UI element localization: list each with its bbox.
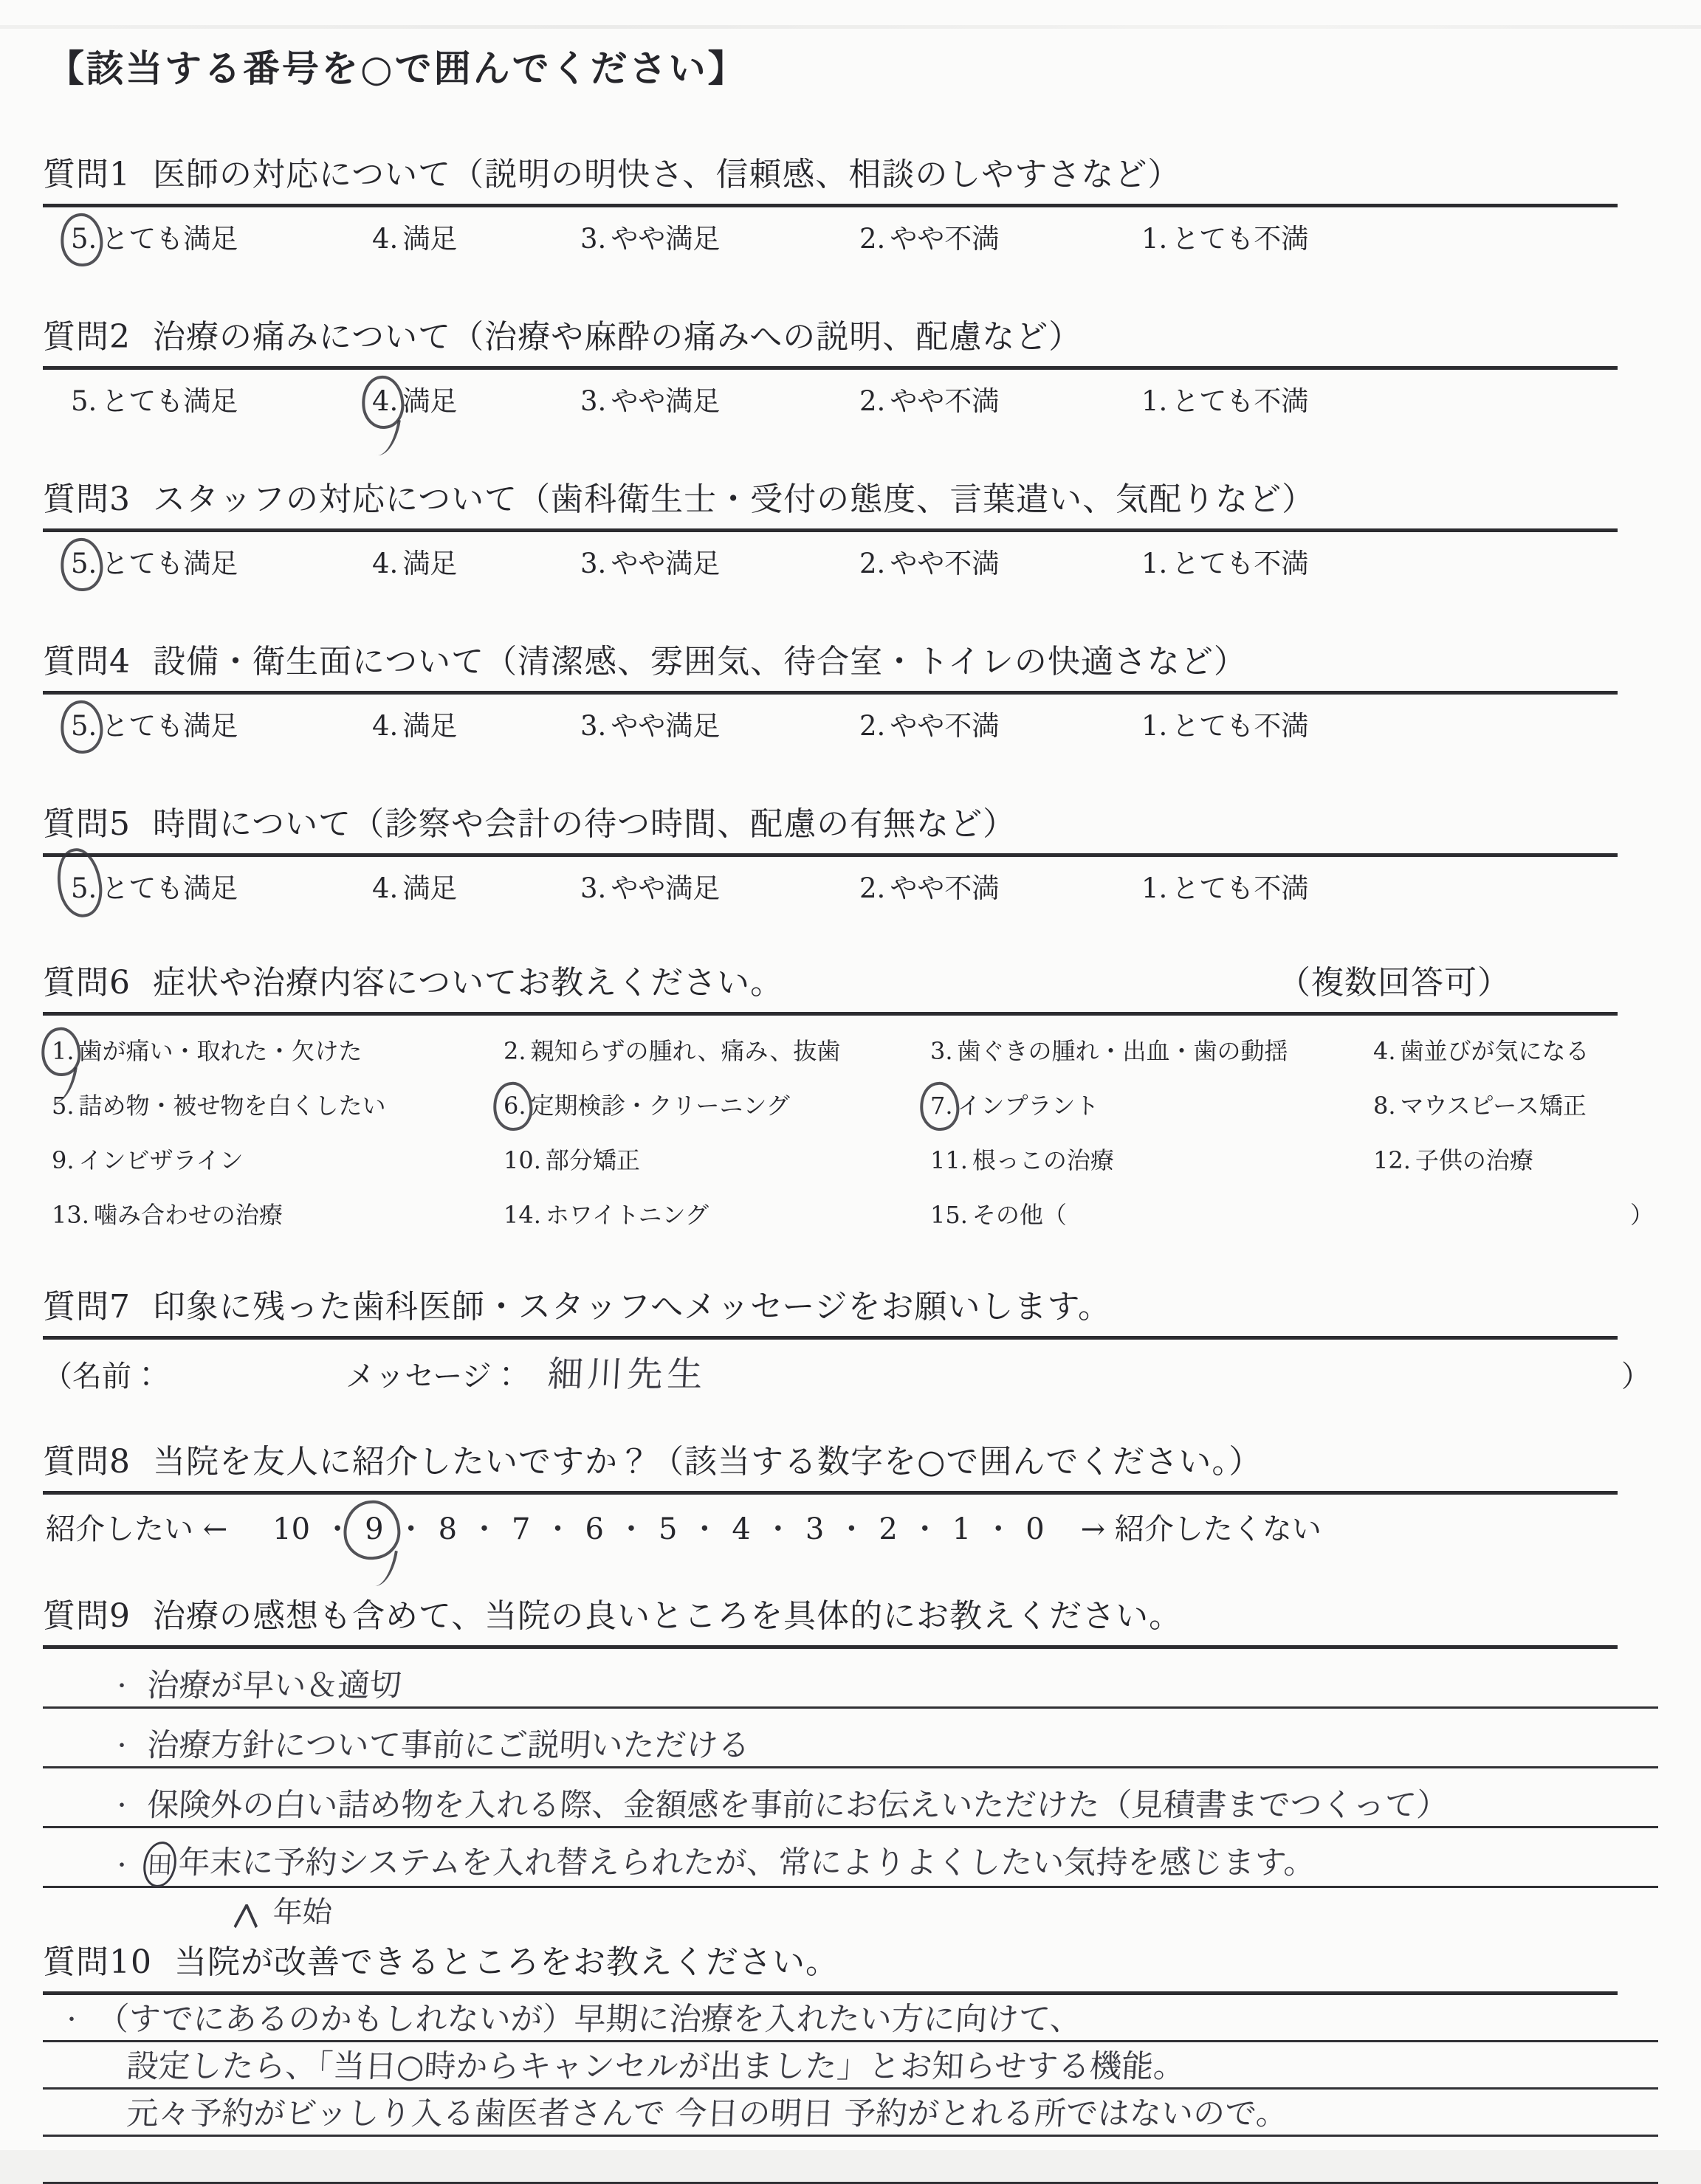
q4-option-4 (372, 708, 580, 745)
question-2 (43, 316, 1658, 420)
q3-option-3-num: 3. (580, 548, 607, 579)
q6-item-6-label: 定期検診・クリーニング (530, 1092, 790, 1120)
q6-item-13 (52, 1199, 504, 1231)
q2-option-4 (372, 383, 580, 420)
q6-item-8-label: マウスピース矯正 (1400, 1092, 1587, 1120)
q5-answer-circle: 5. (71, 870, 97, 907)
q2-option-1-label: とても不満 (1172, 385, 1309, 417)
question-2-options (43, 383, 1658, 420)
q6-item-10-num: 10. (504, 1146, 541, 1174)
q2-option-2-label: やや不満 (890, 385, 1000, 417)
question-2-number: 質問2 (43, 318, 131, 356)
question-6-title: 症状や治療内容についてお教えください。 (153, 964, 784, 1002)
q6-item-14-num: 14. (504, 1201, 541, 1229)
q5-option-4-num: 4. (372, 872, 399, 904)
q1-option-5 (71, 221, 372, 258)
q3-option-2-num: 2. (859, 548, 886, 579)
q1-option-2-num: 2. (859, 223, 886, 255)
q6-item-11-label: 根っこの治療 (972, 1146, 1114, 1174)
q1-option-5-label: とても満足 (101, 223, 238, 255)
question-6-note: （複数回答可） (1278, 964, 1511, 1002)
q8-number-3: 3 (805, 1512, 825, 1546)
question-4-heading (43, 641, 1658, 683)
question-5-options (43, 870, 1658, 907)
q3-option-1-label: とても不満 (1172, 548, 1309, 579)
q8-number-8: 8 (438, 1512, 458, 1546)
q8-number-2: 2 (879, 1512, 898, 1546)
q6-item-7 (930, 1089, 1373, 1122)
q5-option-5-label: とても満足 (101, 872, 238, 904)
question-5-heading (43, 803, 1658, 846)
q3-option-5-label: とても満足 (101, 548, 238, 579)
q5-option-5 (71, 870, 372, 907)
question-8-heading (43, 1441, 1658, 1484)
question-3 (43, 478, 1658, 582)
q1-option-1 (1141, 221, 1308, 258)
q10-bullet-1: ・ (61, 2008, 83, 2033)
divider (43, 204, 1618, 207)
q1-option-4 (372, 221, 580, 258)
question-7 (43, 1286, 1658, 1399)
q3-option-4-label: 満足 (402, 548, 458, 579)
question-4 (43, 641, 1658, 745)
q6-answer-circle-1: 1. (52, 1035, 75, 1067)
q8-number-5: 5 (658, 1512, 678, 1546)
q6-item-8 (1373, 1089, 1658, 1122)
question-9-heading (43, 1595, 1658, 1638)
q9-answer-line-4 (43, 1828, 1658, 1888)
q8-separator: ・ (983, 1512, 1014, 1546)
q9-bullet-4: ・ (111, 1853, 133, 1879)
q1-option-2 (859, 221, 1141, 258)
divider (43, 1491, 1618, 1495)
q4-option-1 (1141, 708, 1308, 745)
q4-option-2-num: 2. (859, 710, 886, 742)
q6-item-13-num: 13. (52, 1201, 89, 1229)
q6-item-3-label: 歯ぐきの腫れ・出血・歯の動揺 (957, 1037, 1288, 1065)
q1-option-3 (580, 221, 859, 258)
q3-option-4-num: 4. (372, 548, 399, 579)
q3-option-4 (372, 545, 580, 582)
divider (43, 853, 1618, 857)
q9-answer-line-3 (43, 1768, 1658, 1828)
q2-option-3-label: やや満足 (611, 385, 721, 417)
q8-separator: ・ (836, 1512, 867, 1546)
q5-option-2-label: やや不満 (890, 872, 1000, 904)
q7-close-paren: ） (1621, 1360, 1651, 1394)
q4-answer-circle: 5. (71, 708, 97, 745)
q5-option-1-label: とても不満 (1172, 872, 1309, 904)
q4-option-2 (859, 708, 1141, 745)
q8-left-label: 紹介したい ← (46, 1512, 228, 1546)
q3-option-1-num: 1. (1141, 548, 1168, 579)
q6-item-12 (1373, 1144, 1658, 1177)
question-10-heading (43, 1941, 1658, 1984)
question-7-answer-row (43, 1351, 1658, 1399)
question-1-title: 医師の対応について（説明の明快さ、信頼感、相談のしやすさなど） (153, 156, 1181, 193)
q8-answer-circle: 9 (354, 1508, 394, 1551)
q10-handwritten-answer-1: （すでにあるのかもしれないが）早期に治療を入れたい方に向けて、 (96, 2001, 1083, 2038)
q6-answer-circle-7: 7. (930, 1089, 953, 1122)
q2-option-5 (71, 383, 372, 420)
question-6-heading (43, 962, 1658, 1005)
q3-option-3-label: やや満足 (611, 548, 721, 579)
q9-correction-text: 年始 (272, 1895, 334, 1929)
question-3-heading (43, 478, 1658, 521)
q2-option-4-label: 満足 (402, 385, 458, 417)
q6-item-7-label: インプラント (957, 1092, 1099, 1120)
q6-item-14 (504, 1199, 930, 1231)
q6-item-5 (52, 1089, 504, 1122)
question-10-number: 質問10 (43, 1943, 152, 1981)
q1-option-3-num: 3. (580, 223, 607, 255)
question-9-title: 治療の感想も含めて、当院の良いところを具体的にお教えください。 (153, 1597, 1183, 1635)
q8-number-0: 0 (1025, 1512, 1045, 1546)
q6-other-close-paren: ） (1629, 1201, 1654, 1229)
question-8 (43, 1441, 1658, 1551)
divider (43, 691, 1618, 695)
q8-separator: ・ (543, 1512, 573, 1546)
q5-option-4-label: 満足 (402, 872, 458, 904)
q2-option-1-num: 1. (1141, 385, 1168, 417)
question-7-heading (43, 1286, 1658, 1329)
q6-item-6 (504, 1089, 930, 1122)
q6-item-5-num: 5. (52, 1092, 75, 1120)
question-5 (43, 803, 1658, 907)
q4-option-5 (71, 708, 372, 745)
q6-item-9-label: インビザライン (78, 1146, 244, 1174)
q6-item-1 (52, 1035, 504, 1067)
divider (43, 1012, 1618, 1016)
q2-option-5-label: とても満足 (101, 385, 238, 417)
question-1 (43, 154, 1658, 258)
question-3-number: 質問3 (43, 480, 131, 518)
q9-bullet-2: ・ (111, 1734, 133, 1760)
question-1-number: 質問1 (43, 156, 131, 193)
q5-option-4 (372, 870, 580, 907)
q6-item-12-label: 子供の治療 (1415, 1146, 1533, 1174)
q2-option-2 (859, 383, 1141, 420)
divider (43, 1336, 1618, 1340)
question-4-title: 設備・衛生面について（清潔感、雰囲気、待合室・トイレの快適さなど） (153, 643, 1247, 681)
q6-item-11-num: 11. (930, 1146, 968, 1174)
q3-option-1 (1141, 545, 1308, 582)
question-3-title: スタッフの対応について（歯科衛生士・受付の態度、言葉遣い、気配りなど） (153, 480, 1316, 518)
q9-handwritten-answer-3: 保険外の白い詰め物を入れる際、金額感を事前にお伝えいただけた（見積書までつくって） (146, 1787, 1449, 1824)
q5-option-2-num: 2. (859, 872, 886, 904)
q8-number-10: 10 (272, 1512, 311, 1546)
q5-option-3-num: 3. (580, 872, 607, 904)
question-6-number: 質問6 (43, 964, 131, 1002)
q10-handwritten-answer-3: 元々予約がビッしり入る歯医者さんで 今日の明日 予約がとれる所ではないので。 (126, 2095, 1289, 2132)
q5-option-1-num: 1. (1141, 872, 1168, 904)
question-9-number: 質問9 (43, 1597, 131, 1635)
q9-handwritten-answer-4: 年末に予約システムを入れ替えられたが、常によりよくしたい気持を感じます。 (177, 1844, 1317, 1881)
q8-separator: ・ (616, 1512, 646, 1546)
question-6 (43, 962, 1658, 1231)
question-7-number: 質問7 (43, 1288, 131, 1326)
question-1-options (43, 221, 1658, 258)
divider (43, 528, 1618, 532)
q2-option-2-num: 2. (859, 385, 886, 417)
q9-answer-line-1 (43, 1649, 1658, 1709)
q9-handwritten-answer-2: 治療方針について事前にご説明いただける (146, 1727, 751, 1764)
q10-handwritten-answer-2: 設定したら、「当日○時からキャンセルが出ました」とお知らせする機能。 (126, 2048, 1186, 2085)
q9-bullet-3: ・ (111, 1794, 133, 1819)
q10-answer-line-1 (43, 1995, 1658, 2042)
q9-caret-mark: ＾ (216, 1879, 276, 1963)
q8-separator: ・ (470, 1512, 500, 1546)
q6-answer-circle-6: 6. (504, 1089, 526, 1122)
q6-item-15-label: その他（ (972, 1201, 1067, 1229)
question-5-title: 時間について（診察や会計の待つ時間、配慮の有無など） (153, 805, 1017, 843)
question-2-heading (43, 316, 1658, 359)
q2-option-1 (1141, 383, 1308, 420)
q2-option-5-num: 5. (71, 385, 97, 417)
q2-option-3-num: 3. (580, 385, 607, 417)
q6-item-4-num: 4. (1373, 1037, 1396, 1065)
q4-option-5-label: とても満足 (101, 710, 238, 742)
question-10-title: 当院が改善できるところをお教えください。 (174, 1943, 839, 1981)
q8-number-4: 4 (732, 1512, 751, 1546)
divider (43, 366, 1618, 370)
q9-handwritten-answer-1: 治療が早い＆適切 (146, 1667, 402, 1704)
q9-correction-note (216, 1879, 334, 1963)
question-4-number: 質問4 (43, 643, 131, 681)
question-7-title: 印象に残った歯科医師・スタッフへメッセージをお願いします。 (153, 1288, 1111, 1326)
q6-item-3-num: 3. (930, 1037, 953, 1065)
q8-separator: ・ (323, 1512, 353, 1546)
question-2-title: 治療の痛みについて（治療や麻酔の痛みへの説明、配慮など） (153, 318, 1082, 356)
q6-item-15-num: 15. (930, 1201, 968, 1229)
q1-option-2-label: やや不満 (890, 223, 1000, 255)
q6-item-2-num: 2. (504, 1037, 526, 1065)
q9-correction-scribble: 田 (146, 1844, 173, 1886)
q6-item-4-label: 歯並びが気になる (1400, 1037, 1590, 1065)
q1-option-4-num: 4. (372, 223, 399, 255)
q10-answer-line-3 (43, 2090, 1658, 2137)
question-8-number: 質問8 (43, 1443, 131, 1481)
q6-item-12-num: 12. (1373, 1146, 1411, 1174)
question-10 (43, 1941, 1658, 2184)
q6-item-9 (52, 1144, 504, 1177)
q6-item-13-label: 噛み合わせの治療 (93, 1201, 283, 1229)
q3-option-3 (580, 545, 859, 582)
q4-option-1-label: とても不満 (1172, 710, 1309, 742)
q6-item-8-num: 8. (1373, 1092, 1396, 1120)
q4-option-4-label: 満足 (402, 710, 458, 742)
q5-option-1 (1141, 870, 1308, 907)
q8-number-7: 7 (512, 1512, 531, 1546)
q6-item-9-num: 9. (52, 1146, 75, 1174)
question-1-heading (43, 154, 1658, 196)
q4-option-3-num: 3. (580, 710, 607, 742)
q3-option-2-label: やや不満 (890, 548, 1000, 579)
question-8-title: 当院を友人に紹介したいですか？（該当する数字を○で囲んでください。） (153, 1443, 1262, 1481)
q10-answer-line-empty (43, 2137, 1658, 2184)
q1-option-1-label: とても不満 (1172, 223, 1309, 255)
q6-item-10-label: 部分矯正 (545, 1146, 640, 1174)
q6-item-4 (1373, 1035, 1658, 1067)
q9-answer-line-2 (43, 1709, 1658, 1768)
q3-option-5 (71, 545, 372, 582)
q2-option-3 (580, 383, 859, 420)
q8-separator: ・ (763, 1512, 793, 1546)
scan-artifact-streak (0, 25, 1701, 29)
q7-name-label: （名前： (43, 1360, 161, 1394)
q1-option-3-label: やや満足 (611, 223, 721, 255)
q8-separator: ・ (910, 1512, 940, 1546)
question-5-number: 質問5 (43, 805, 131, 843)
q8-number-6: 6 (585, 1512, 604, 1546)
question-8-scale (43, 1508, 1658, 1551)
q4-option-3 (580, 708, 859, 745)
question-6-options (43, 1035, 1658, 1231)
q6-item-1-label: 歯が痛い・取れた・欠けた (78, 1037, 362, 1065)
q5-option-3 (580, 870, 859, 907)
page-title: 【該当する番号を○で囲んでください】 (47, 46, 747, 90)
q5-option-2 (859, 870, 1141, 907)
q1-option-1-num: 1. (1141, 223, 1168, 255)
q9-bullet-1: ・ (111, 1674, 133, 1700)
q5-option-3-label: やや満足 (611, 872, 721, 904)
question-4-options (43, 708, 1658, 745)
q10-answer-line-2 (43, 2042, 1658, 2090)
q4-option-1-num: 1. (1141, 710, 1168, 742)
q8-number-1: 1 (952, 1512, 972, 1546)
q6-item-10 (504, 1144, 930, 1177)
q6-item-2 (504, 1035, 930, 1067)
q2-answer-circle: 4. (372, 383, 398, 420)
q1-option-4-label: 満足 (402, 223, 458, 255)
q3-option-2 (859, 545, 1141, 582)
q4-option-4-num: 4. (372, 710, 399, 742)
q4-option-2-label: やや不満 (890, 710, 1000, 742)
q3-answer-circle: 5. (71, 545, 97, 582)
q6-item-3 (930, 1035, 1373, 1067)
q6-item-14-label: ホワイトニング (545, 1201, 709, 1229)
q6-item-5-label: 詰め物・被せ物を白くしたい (78, 1092, 386, 1120)
q6-item-11 (930, 1144, 1373, 1177)
q7-handwritten-message: 細川先生 (546, 1354, 708, 1395)
q1-answer-circle: 5. (71, 221, 97, 258)
q8-right-label: → 紹介したくない (1080, 1512, 1322, 1546)
q8-separator: ・ (690, 1512, 720, 1546)
q6-item-2-label: 親知らずの腫れ、痛み、抜歯 (530, 1037, 841, 1065)
q8-separator: ・ (396, 1512, 426, 1546)
q7-message-label: メッセージ： (346, 1360, 521, 1394)
question-3-options (43, 545, 1658, 582)
q4-option-3-label: やや満足 (611, 710, 721, 742)
q6-item-15 (930, 1199, 1373, 1231)
